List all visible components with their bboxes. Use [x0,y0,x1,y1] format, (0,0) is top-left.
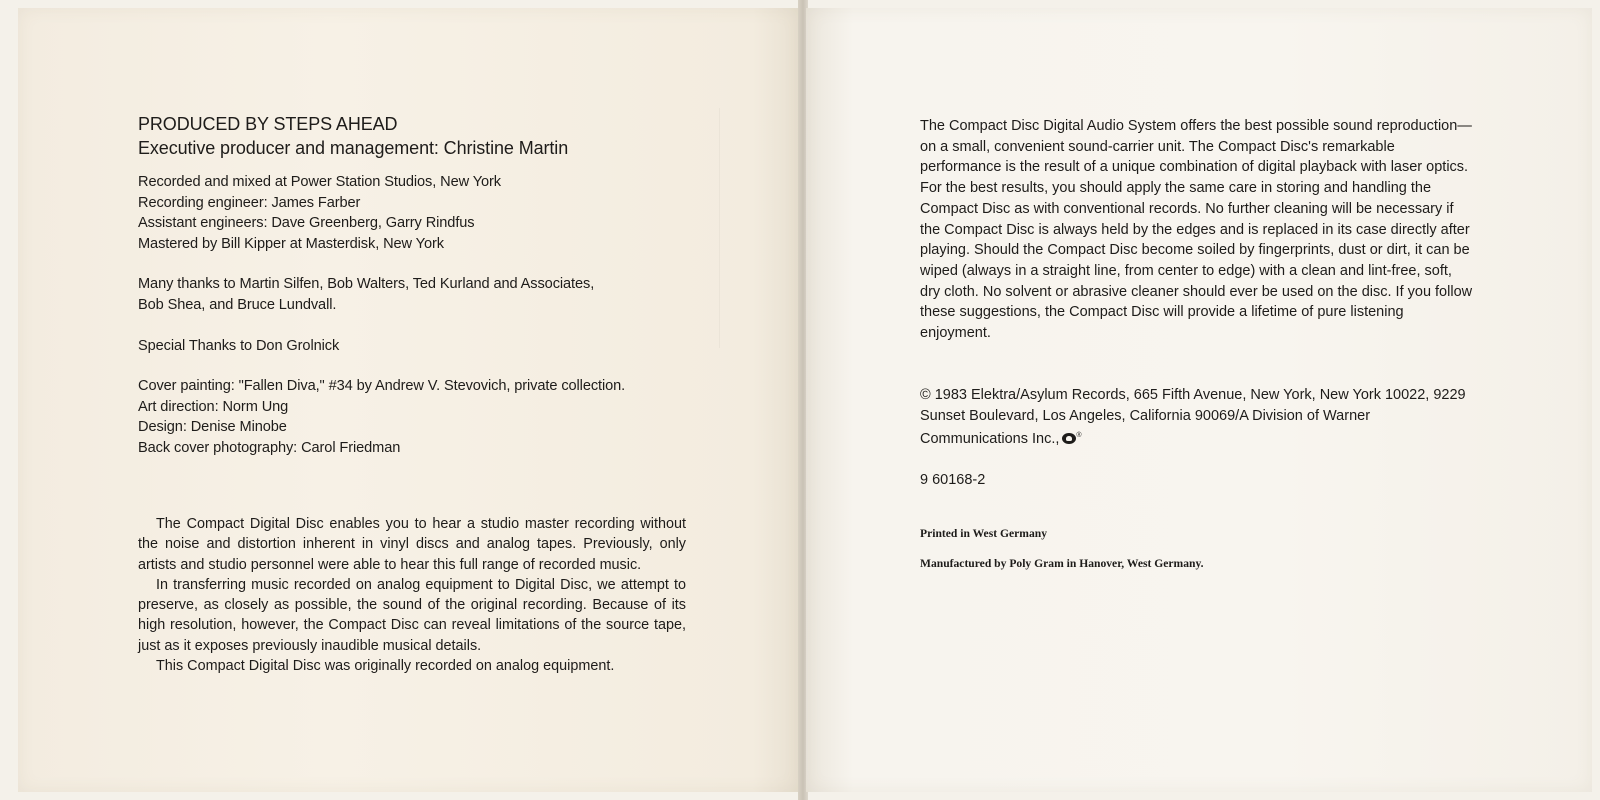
art-line: Design: Denise Minobe [138,419,287,436]
art-line: Cover painting: "Fallen Diva," #34 by Andrew V. Stevovich, private collection. [138,378,626,395]
credit-line: Recording engineer: James Farber [138,194,361,211]
care-paragraph: The Compact Disc Digital Audio System offers the best possible sound reproduction—on a small, convenient sound-carrier unit. The Compact Disc's remarkable performance is the result of a unique combination of digital playback with laser optics. For the best results, you should apply the same care in storing and handling the Compact Disc as with conventional records. No further cleaning will be necessary if the Compact Disc is always held by the edges and is replaced in its case directly after playing. Should the Compact Disc become soiled by fingerprints, dust or dirt, it can be wiped (always in a straight line, from center to edge) with a clean and lint-free, soft, dry cloth. No solvent or abrasive cleaner should ever be used on the disc. If you follow these suggestions, the Compact Disc will provide a lifetime of pure listening enjoyment. [920,118,1473,342]
manufactured-by-notice: Manufactured by Poly Gram in Hanover, West Germany. [920,557,1204,570]
credit-line: Mastered by Bill Kipper at Masterdisk, New York [138,235,444,252]
special-thanks-line: Special Thanks to Don Grolnick [138,337,340,354]
art-line: Back cover photography: Carol Friedman [138,439,401,456]
thanks-line: Bob Shea, and Bruce Lundvall. [138,296,337,313]
credit-line: Assistant engineers: Dave Greenberg, Garry Rindfus [138,215,475,232]
copyright-text: © 1983 Elektra/Asylum Records, 665 Fifth Avenue, New York, New York 10022, 9229 Sunset Boulevard, Los Angeles, California 90069/A Division of Warner Communications Inc., [920,387,1466,448]
notice-paragraph: In transferring music recorded on analog equipment to Digital Disc, we attempt to preserve, as closely as possible, the sound of the original recording. Because of its high resolution, however, the Compact Disc can reveal limitations of the source tape, just as it exposes previously inaudible musical details. [138,576,686,654]
disc-care-text [920,116,1476,344]
thanks-credits [138,274,738,315]
credit-line: Recorded and mixed at Power Station Studios, New York [138,174,501,190]
art-line: Art direction: Norm Ung [138,398,289,415]
credits-block [138,112,738,459]
thanks-line: Many thanks to Martin Silfen, Bob Walters, Ted Kurland and Associates, [138,276,595,293]
catalog-number: 9 60168-2 [920,472,986,488]
copyright-notice [920,385,1480,450]
special-thanks [138,336,738,357]
printed-in-notice: Printed in West Germany [920,527,1047,540]
warner-communications-logo-icon [1062,433,1076,444]
recording-credits [138,172,738,254]
compact-disc-notice [138,514,686,676]
registered-mark-icon: ® [1076,432,1082,440]
producer-heading: PRODUCED BY STEPS AHEAD [138,114,398,134]
copyright-paragraph [920,385,1480,450]
executive-producer: Executive producer and management: Christine Martin [138,138,569,158]
art-credits [138,376,738,458]
notice-paragraph: The Compact Digital Disc enables you to hear a studio master recording without the noise and distortion inherent in vinyl discs and analog tapes. Previously, only artists and studio personnel were able to hear this full range of recorded music. [138,516,686,573]
notice-paragraph: This Compact Digital Disc was originally recorded on analog equipment. [156,658,615,675]
